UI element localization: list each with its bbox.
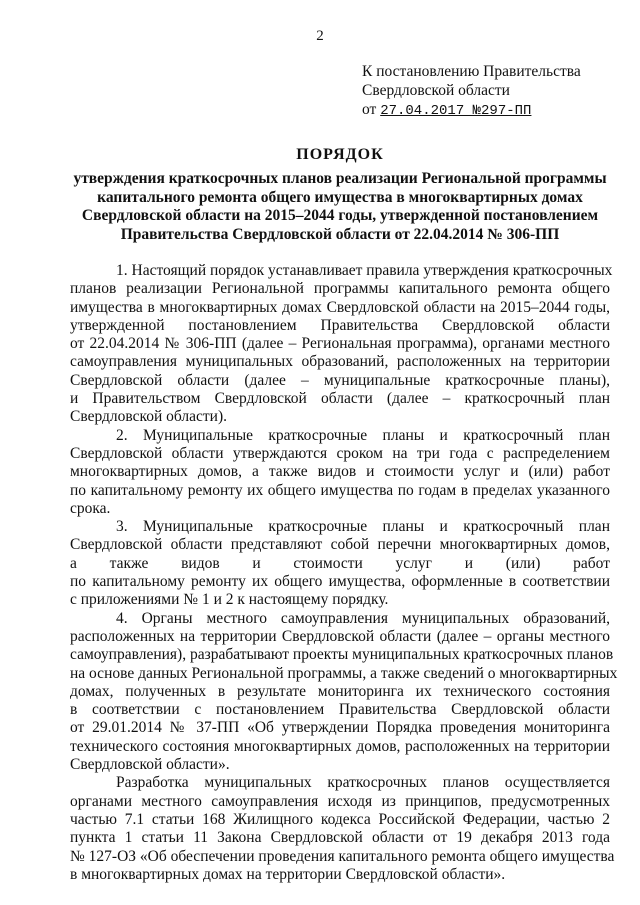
paragraph-line: от 29.01.2014 № 37-ПП «Об утверждении Порядка проведения мониторинга (70, 719, 610, 737)
paragraph-line: в соответствии с постановлением Правительства Свердловской области (70, 701, 610, 719)
paragraph-line: Разработка муниципальных краткосрочных планов осуществляется (116, 774, 610, 792)
document-title: ПОРЯДОК (296, 146, 384, 163)
paragraph-line: № 127-ОЗ «Об обеспечении проведения капитального ремонта общего имущества (70, 847, 615, 865)
paragraph-line: Свердловской области». (70, 756, 230, 774)
approval-date-prefix: от (362, 101, 381, 118)
paragraph-line: срока. (70, 499, 111, 517)
paragraph-line: 2. Муниципальные краткосрочные планы и краткосрочный план (116, 426, 610, 444)
paragraph-line: в многоквартирных домах на территории Свердловской области». (70, 865, 506, 883)
paragraph-line: пункта 1 статьи 11 Закона Свердловской области от 19 декабря 2013 года (70, 829, 610, 847)
paragraph-line: Свердловской области). (70, 408, 227, 426)
paragraph-line: расположенных на территории Свердловской области (далее – органы местного (70, 627, 610, 645)
paragraph-line: Свердловской области представляют собой перечни многоквартирных домов, (70, 536, 610, 554)
subtitle-line: капитального ремонта общего имущества в многоквартирных домах (97, 188, 583, 206)
document-subtitle (70, 170, 610, 244)
paragraph-line: самоуправления муниципальных образований, расположенных на территории (70, 353, 610, 371)
subtitle-line: утверждения краткосрочных планов реализации Региональной программы (73, 170, 607, 187)
approval-header-line-1: К постановлению Правительства (362, 63, 581, 80)
paragraph-line: по капитальному ремонту их общего имущества, оформленные в соответствии (70, 573, 610, 591)
paragraph-line: самоуправления), разрабатывают проекты муниципальных краткосрочных планов (70, 646, 614, 664)
subtitle-line: Правительства Свердловской области от 22.04.2014 № 306-ПП (120, 225, 560, 243)
paragraph-line: по капитальному ремонту их общего имущества по годам в пределах указанного (70, 481, 610, 499)
document-title-block (70, 146, 610, 244)
paragraph-line: с приложениями № 1 и 2 к настоящему порядку. (70, 591, 389, 609)
paragraph-line: Свердловской области утверждаются сроком на три года с распределением (70, 444, 610, 462)
paragraph-line: 1. Настоящий порядок устанавливает правила утверждения краткосрочных (116, 262, 613, 279)
paragraph-1 (70, 262, 613, 427)
paragraph-line: 3. Муниципальные краткосрочные планы и краткосрочный план (116, 518, 610, 536)
paragraph-line: технического состояния многоквартирных домов, расположенных на территории (70, 737, 610, 755)
paragraph-line: имущества в многоквартирных домах Свердловской области на 2015–2044 годы, (70, 298, 610, 316)
subtitle-line: Свердловской области на 2015–2044 годы, утвержденной постановлением (81, 207, 599, 224)
approval-date-number: 27.04.2017 №297-ПП (380, 103, 532, 119)
approval-header-line-2: Свердловской области (362, 82, 510, 99)
paragraph-line: многоквартирных домов, а также видов и стоимости услуг и (или) работ (70, 463, 610, 481)
approval-header (362, 62, 622, 121)
paragraph-line: домах, полученных в результате мониторинга их технического состояния (70, 682, 610, 700)
paragraph-line: планов реализации Региональной программы капитального ремонта общего (70, 280, 610, 298)
paragraph-line: органами местного самоуправления исходя из принципов, предусмотренных (70, 792, 610, 810)
paragraph-line: 4. Органы местного самоуправления муниципальных образований, (116, 609, 610, 627)
paragraph-4 (70, 609, 618, 775)
page-number: 2 (316, 28, 324, 44)
paragraph-3 (70, 518, 610, 609)
paragraph-line: а также видов и стоимости услуг и (или) работ (70, 554, 610, 572)
paragraph-5 (70, 774, 615, 884)
paragraph-line: и Правительством Свердловской области (далее – краткосрочный план (70, 390, 610, 408)
paragraph-line: на основе данных Региональной программы, а также сведений о многоквартирных (70, 664, 618, 682)
paragraph-line: Свердловской области (далее – муниципальные краткосрочные планы), (70, 371, 610, 389)
approval-date-line (362, 100, 622, 121)
paragraph-line: от 22.04.2014 № 306-ПП (далее – Региональная программа), органами местного (70, 335, 610, 353)
paragraph-2 (70, 427, 610, 518)
paragraph-line: утвержденной постановлением Правительства Свердловской области (70, 316, 610, 334)
paragraph-line: частью 7.1 статьи 168 Жилищного кодекса Российской Федерации, частью 2 (70, 810, 610, 828)
document-body (70, 262, 618, 884)
